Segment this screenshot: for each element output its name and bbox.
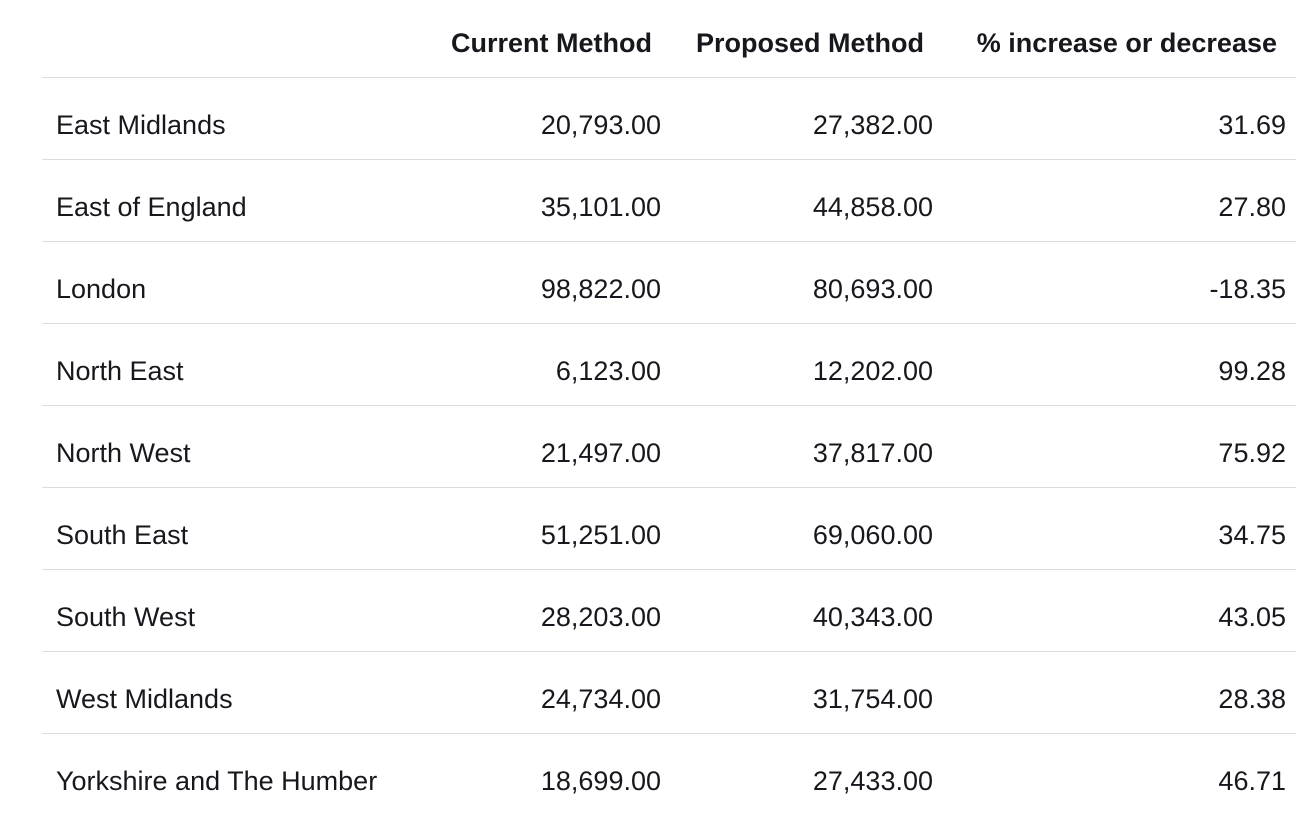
header-row [42,0,1296,78]
column-header-region [42,0,422,78]
cell-current-method: 35,101.00 [422,160,671,242]
cell-current-method: 6,123.00 [422,324,671,406]
cell-pct-change: 99.28 [943,324,1296,406]
cell-proposed-method: 27,433.00 [671,734,943,815]
cell-pct-change: 75.92 [943,406,1296,488]
table-body [42,78,1296,815]
table-row [42,652,1296,734]
cell-proposed-method: 69,060.00 [671,488,943,570]
cell-proposed-method: 27,382.00 [671,78,943,160]
cell-pct-change: 31.69 [943,78,1296,160]
row-label-region: North West [42,406,422,488]
column-header-pct-change: % increase or decrease [943,0,1296,78]
cell-current-method: 51,251.00 [422,488,671,570]
cell-proposed-method: 44,858.00 [671,160,943,242]
cell-current-method: 98,822.00 [422,242,671,324]
column-header-proposed-method: Proposed Method [671,0,943,78]
cell-pct-change: 43.05 [943,570,1296,652]
row-label-region: South West [42,570,422,652]
table-row [42,78,1296,160]
column-header-current-method: Current Method [422,0,671,78]
cell-proposed-method: 31,754.00 [671,652,943,734]
row-label-region: London [42,242,422,324]
cell-pct-change: 46.71 [943,734,1296,815]
table-row [42,570,1296,652]
table-row [42,406,1296,488]
cell-proposed-method: 37,817.00 [671,406,943,488]
row-label-region: South East [42,488,422,570]
cell-current-method: 28,203.00 [422,570,671,652]
cell-current-method: 18,699.00 [422,734,671,815]
cell-pct-change: 28.38 [943,652,1296,734]
row-label-region: East of England [42,160,422,242]
cell-proposed-method: 40,343.00 [671,570,943,652]
table-row [42,734,1296,815]
cell-proposed-method: 80,693.00 [671,242,943,324]
method-comparison-table [42,0,1296,815]
cell-pct-change: 34.75 [943,488,1296,570]
cell-pct-change: 27.80 [943,160,1296,242]
row-label-region: East Midlands [42,78,422,160]
row-label-region: Yorkshire and The Humber [42,734,422,815]
table-row [42,160,1296,242]
table-row [42,488,1296,570]
cell-pct-change: -18.35 [943,242,1296,324]
table-row [42,242,1296,324]
row-label-region: West Midlands [42,652,422,734]
cell-current-method: 20,793.00 [422,78,671,160]
cell-proposed-method: 12,202.00 [671,324,943,406]
cell-current-method: 21,497.00 [422,406,671,488]
table-row [42,324,1296,406]
row-label-region: North East [42,324,422,406]
cell-current-method: 24,734.00 [422,652,671,734]
